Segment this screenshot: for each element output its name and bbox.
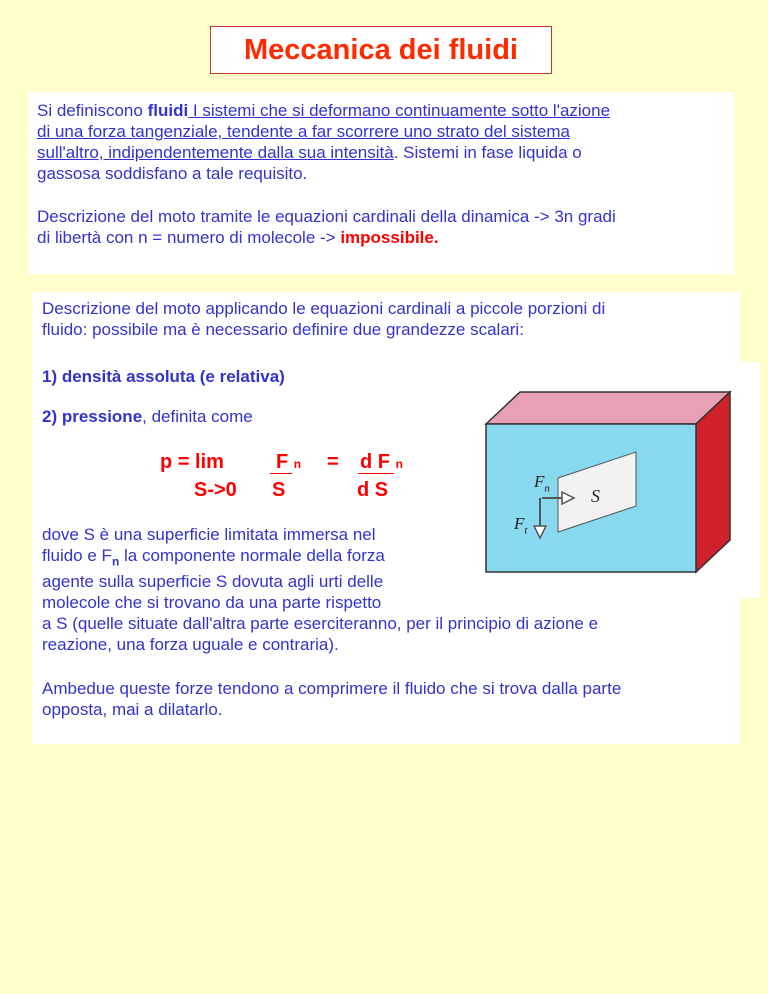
item-density: 1) densità assoluta (e relativa) xyxy=(42,367,285,386)
box-top-face xyxy=(486,392,730,424)
fluid-box-diagram xyxy=(478,362,760,598)
explanation-line-2: fluido e $F_n$ la componente normale della forza xyxy=(42,546,385,569)
title-box xyxy=(210,26,552,74)
definition-line-4: gassosa soddisfano a tale requisito. xyxy=(37,164,308,183)
formula-equals: = xyxy=(327,451,339,473)
item-pressure: 2) pressione, definita come xyxy=(42,407,253,426)
page-title: Meccanica dei fluidi xyxy=(244,33,518,66)
explanation-line-3: agente sulla superficie S dovuta agli urti delle xyxy=(42,572,384,591)
intro-line-2: fluido: possibile ma è necessario definire due grandezze scalari: xyxy=(42,320,524,339)
formula-numerator-2: d F n xyxy=(360,451,403,473)
conclusion-line-1: Ambedue queste forze tendono a comprimere il fluido che si trova dalla parte xyxy=(42,679,622,698)
formula-denominator-2: d S xyxy=(357,479,389,501)
fraction-bar-2 xyxy=(358,473,394,474)
formula-numerator-1: F n xyxy=(276,451,302,473)
formula-p-lim: p = lim xyxy=(160,451,224,473)
fraction-bar-1 xyxy=(270,473,292,474)
intro-line-1: Descrizione del moto applicando le equazioni cardinali a piccole porzioni di xyxy=(42,299,606,318)
explanation-line-5: a S (quelle situate dall'altra parte eserciteranno, per il principio di azione e xyxy=(42,614,599,633)
fn-label: $F_n$ xyxy=(534,472,550,495)
s-label: S xyxy=(591,486,600,506)
dynamics-line-2: di libertà con n = numero di molecole -> impossibile. xyxy=(37,228,439,247)
formula-limit: S->0 xyxy=(194,479,237,501)
box-side-face xyxy=(696,392,730,572)
definition-card xyxy=(28,92,734,274)
explanation-line-4: molecole che si trovano da una parte rispetto xyxy=(42,593,382,612)
definition-line-1: Si definiscono fluidi I sistemi che si deformano continuamente sotto l'azione xyxy=(37,101,611,120)
conclusion-line-2: opposta, mai a dilatarlo. xyxy=(42,700,223,719)
definition-line-3: sull'altro, indipendentemente dalla sua intensità. Sistemi in fase liquida o xyxy=(37,143,582,162)
term-fluidi: fluidi xyxy=(147,101,189,120)
pressure-figure xyxy=(478,362,760,598)
dynamics-line-1: Descrizione del moto tramite le equazioni cardinali della dinamica -> 3n gradi xyxy=(37,207,616,226)
explanation-line-6: reazione, una forza uguale e contraria). xyxy=(42,635,339,654)
formula-denominator-1: S xyxy=(272,479,286,501)
impossible-label: impossibile. xyxy=(340,228,439,247)
ft-label: $F_t$ xyxy=(514,514,528,537)
definition-line-2: di una forza tangenziale, tendente a far scorrere uno strato del sistema xyxy=(37,122,570,141)
explanation-line-1: dove S è una superficie limitata immersa nel xyxy=(42,525,376,544)
